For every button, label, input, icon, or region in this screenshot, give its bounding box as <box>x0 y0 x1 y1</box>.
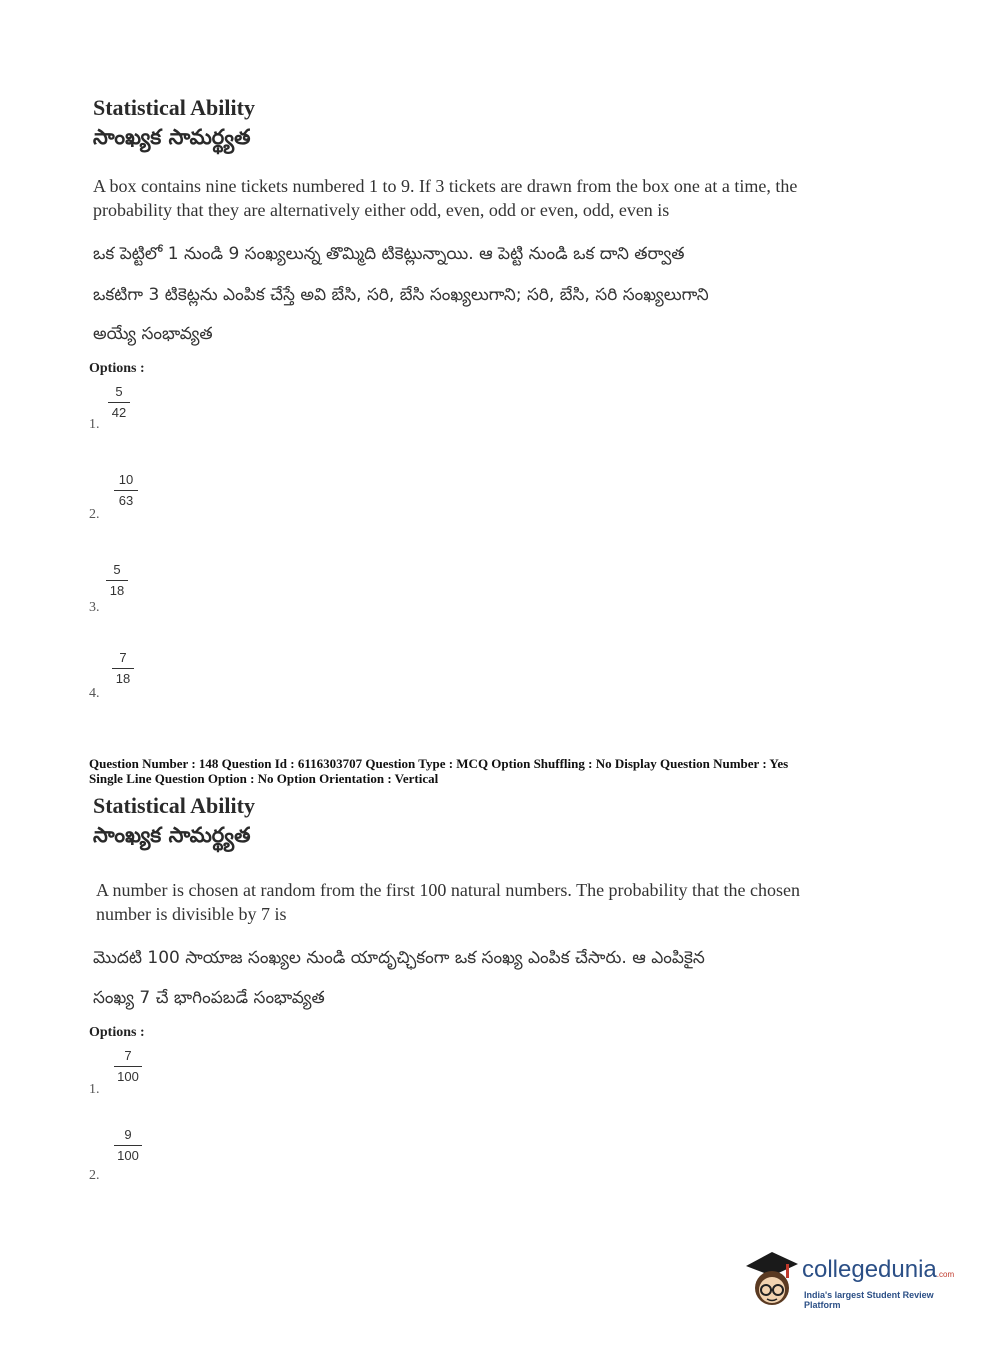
denominator: 42 <box>111 405 127 420</box>
option-number: 3. <box>89 600 100 615</box>
option-fraction[interactable] <box>112 650 134 686</box>
option-number: 1. <box>89 417 100 432</box>
question-text-english: A box contains nine tickets numbered 1 to 9. If 3 tickets are drawn from the box one at a time, the probability that they are alternatively either odd, even, odd or even, odd, even is <box>93 176 798 220</box>
question-meta-line: Single Line Question Option : No Option Orientation : Vertical <box>89 771 439 786</box>
question-text-english: A number is chosen at random from the first 100 natural numbers. The probability that the chosen number is divisible by 7 is <box>96 880 801 924</box>
logo-tagline: India's largest Student Review Platform <box>804 1290 934 1310</box>
section-title-telugu: సాంఖ్యక సామర్థ్యత <box>93 823 251 847</box>
options-label: Options : <box>89 361 145 376</box>
question-meta-line: Question Number : 148 Question Id : 6116303707 Question Type : MCQ Option Shuffling : No Display Question Number : Yes <box>89 756 789 771</box>
option-number: 2. <box>89 1168 100 1183</box>
question-text-telugu-line: మొదటి 100 సాయాజ సంఖ్యల నుండి యాదృచ్ఛికంగా ఒక సంఖ్య ఎంపిక చేసారు. ఆ ఎంపికైన <box>93 948 705 968</box>
section-title: Statistical Ability <box>93 793 255 818</box>
option-fraction[interactable] <box>108 384 130 420</box>
question-text-telugu-line: అయ్యే సంభావ్యత <box>93 324 213 344</box>
logo-suffix: .com <box>936 1270 955 1279</box>
numerator: 7 <box>124 1048 132 1063</box>
fraction-bar <box>114 1145 142 1146</box>
question-text-telugu-line: ఒకటిగా 3 టికెట్లను ఎంపిక చేస్తే అవి బేసి, సరి, బేసి సంఖ్యలుగాని; సరి, బేసి, సరి సంఖ్యలుగాని <box>93 285 709 305</box>
option-number: 1. <box>89 1082 100 1097</box>
denominator: 18 <box>115 671 131 686</box>
fraction-bar <box>114 1066 142 1067</box>
option-fraction[interactable] <box>114 1127 142 1163</box>
mascot-icon <box>742 1248 800 1308</box>
collegedunia-logo[interactable] <box>742 1248 967 1310</box>
numerator: 10 <box>118 472 134 487</box>
fraction-bar <box>112 668 134 669</box>
question-text-telugu-line: సంఖ్య 7 చే భాగింపబడే సంభావ్యత <box>93 988 325 1008</box>
numerator: 5 <box>115 384 123 399</box>
fraction-bar <box>114 490 138 491</box>
logo-name: collegedunia <box>802 1256 937 1283</box>
denominator: 100 <box>117 1148 139 1163</box>
fraction-bar <box>106 580 128 581</box>
numerator: 9 <box>124 1127 132 1142</box>
numerator: 5 <box>113 562 121 577</box>
option-fraction[interactable] <box>106 562 128 598</box>
option-fraction[interactable] <box>114 1048 142 1084</box>
fraction-bar <box>108 402 130 403</box>
question-text-telugu-line: ఒక పెట్టిలో 1 నుండి 9 సంఖ్యలున్న తొమ్మిది టికెట్లున్నాయి. ఆ పెట్టి నుండి ఒక దాని తర్వాత <box>93 244 685 264</box>
denominator: 18 <box>109 583 125 598</box>
denominator: 100 <box>117 1069 139 1084</box>
option-fraction[interactable] <box>114 472 138 508</box>
option-number: 2. <box>89 507 100 522</box>
options-label: Options : <box>89 1025 145 1040</box>
section-title: Statistical Ability <box>93 95 255 120</box>
numerator: 7 <box>119 650 127 665</box>
option-number: 4. <box>89 686 100 701</box>
section-title-telugu: సాంఖ్యక సామర్థ్యత <box>93 125 251 149</box>
denominator: 63 <box>118 493 134 508</box>
